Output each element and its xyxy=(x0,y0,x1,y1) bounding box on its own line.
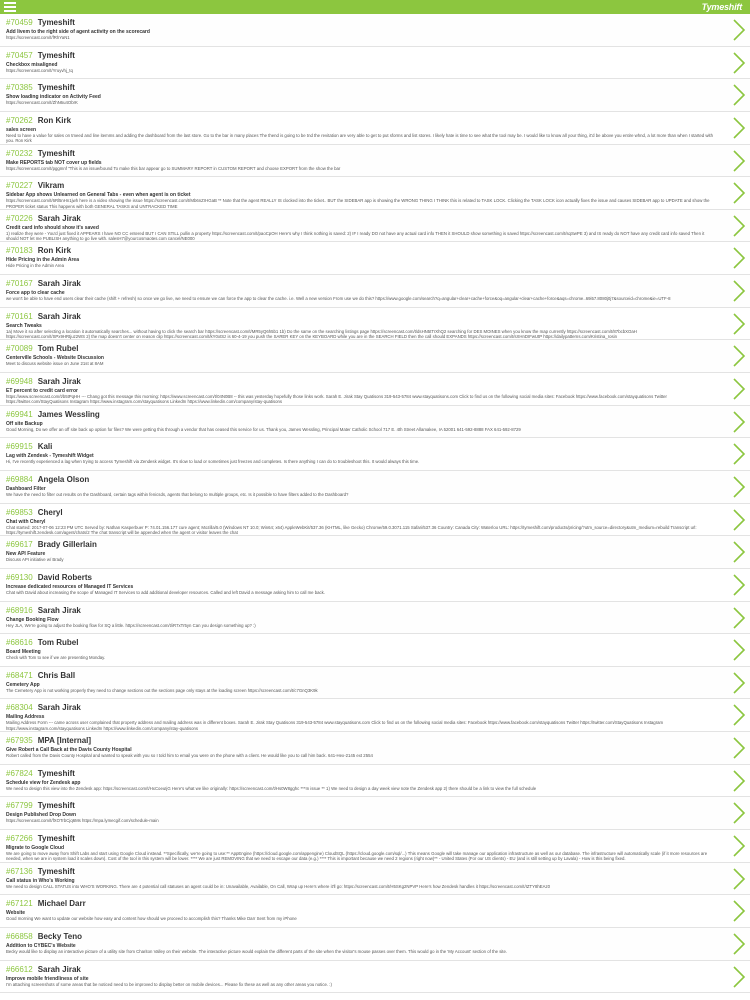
requester-name: Sarah Jirak xyxy=(37,964,81,974)
ticket-number-link[interactable]: #67266 xyxy=(6,834,33,844)
chevron-right-icon[interactable] xyxy=(732,900,746,922)
ticket-row[interactable] xyxy=(0,602,750,635)
chevron-right-icon[interactable] xyxy=(732,802,746,824)
chevron-right-icon[interactable] xyxy=(732,215,746,237)
requester-name: Ron Kirk xyxy=(37,246,72,256)
ticket-row[interactable] xyxy=(0,830,750,863)
chevron-right-icon[interactable] xyxy=(732,541,746,563)
ticket-subject: Chat with Cheryl xyxy=(6,518,46,525)
ticket-description: https://screencast.com/t/Yruyvhj_tq xyxy=(6,67,73,73)
ticket-header xyxy=(6,671,716,682)
ticket-number-link[interactable]: #70232 xyxy=(6,148,33,158)
requester-name: Tom Rubel xyxy=(37,638,79,648)
ticket-subject: Checkbox misaligned xyxy=(6,61,58,68)
ticket-header xyxy=(6,344,716,355)
ticket-subject: Lag with Zendesk - Tymeshift Widget xyxy=(6,453,94,460)
ticket-number-link[interactable]: #67121 xyxy=(6,899,33,909)
ticket-description: Good morning We want to update our website how easy and content how should we proceed to accomplish this? Thanks Mike Darr Sent from my iPhone xyxy=(6,916,297,922)
ticket-row[interactable] xyxy=(0,242,750,275)
requester-name: Tymeshift xyxy=(37,834,75,844)
ticket-description: Discuss API initiative w/ Brady xyxy=(6,557,64,563)
requester-name: MPA [Internal] xyxy=(37,736,92,746)
ticket-header xyxy=(6,377,716,388)
ticket-subject: Off site Backup xyxy=(6,420,43,427)
ticket-description: We need to design this view into the Zendesk app: https://screencast.com/t/HxCoeuIjG Here's what we like originally: https://screencast.com/t/Hs0W8gghc ***In issue ** 1) We need to design a day week view note the Zendesk app 2) there should be a link to view the full schedule xyxy=(6,785,537,791)
chevron-right-icon[interactable] xyxy=(732,966,746,988)
ticket-row[interactable] xyxy=(0,667,750,700)
requester-name: Sarah Jirak xyxy=(37,279,81,289)
requester-name: Tymeshift xyxy=(37,768,75,778)
ticket-number-link[interactable]: #69130 xyxy=(6,572,33,582)
chevron-right-icon[interactable] xyxy=(732,247,746,269)
ticket-number-link[interactable]: #69884 xyxy=(6,474,33,484)
requester-name: Cheryl xyxy=(37,507,63,517)
ticket-description: Hide Pricing in the Admin Area xyxy=(6,263,65,269)
requester-name: Ron Kirk xyxy=(37,115,72,125)
requester-name: Tymeshift xyxy=(37,866,75,876)
ticket-description: I'm attaching screenshots of some areas that be noticed need to be improved to display better on mobile devices... Please fix these as well as any other areas you notice. :) xyxy=(6,981,332,987)
ticket-subject: Add livem to the right side of agent activity on the scorecard xyxy=(6,29,150,35)
ticket-description: https://screencast.com/t/fRhYaN1 xyxy=(6,35,70,40)
ticket-number-link[interactable]: #68304 xyxy=(6,703,33,713)
chevron-right-icon[interactable] xyxy=(732,574,746,596)
chevron-right-icon[interactable] xyxy=(732,19,746,41)
ticket-subject: Credit card info should show it's saved xyxy=(6,224,99,231)
ticket-subject: Dashboard Filter xyxy=(6,485,46,492)
ticket-subject: Addition to CYBEC's Website xyxy=(6,942,76,949)
ticket-subject: Search Tweaks xyxy=(6,322,42,329)
ticket-row[interactable] xyxy=(0,177,750,210)
chevron-right-icon[interactable] xyxy=(732,737,746,759)
ticket-number-link[interactable]: #70459 xyxy=(6,18,33,27)
chevron-right-icon[interactable] xyxy=(732,411,746,433)
ticket-description: https://screencast.com/t/6Rl5nHn1jwh here is a video showing the issue https://screencast.com/t/Mb6nZrHGaB ** Note that the agent REALLY IS clocked into the ticket.. BUT the SIDEBAR app is showing the WRONG THING I THINK this is related to TASK LOCK. Clicking the TASK LOCK icon actually fixes the issue and causes SIDEBAR app to UPDATE and show the PROPER ticket status This happens with both GENERAL TASKS and UNTRACKED TIME xyxy=(6,198,710,209)
ticket-number-link[interactable]: #69853 xyxy=(6,507,33,517)
ticket-subject: ET percent to credit card error xyxy=(6,388,78,395)
ticket-number-link[interactable]: #69915 xyxy=(6,442,33,452)
ticket-row[interactable] xyxy=(0,797,750,830)
ticket-subject: Give Robert a Call Back at the Davis County Hospital xyxy=(6,747,132,754)
requester-name: Vikram xyxy=(37,181,65,191)
ticket-subject: Schedule view for Zendesk app xyxy=(6,779,81,786)
requester-name: James Wessling xyxy=(37,409,100,419)
requester-name: Tom Rubel xyxy=(37,344,79,354)
ticket-header xyxy=(6,214,716,225)
ticket-number-link[interactable]: #69941 xyxy=(6,409,33,419)
ticket-description: we won't be able to have end users clear their cache (shift + refresh) so once we go live, we need to ensure we can force the app to clear the cache. i.e. Well a new version From use we do this? https://www.google.com/search?q=angular+clear+cache+force&oq=angular+clear+cache+force&aqs=chrome..69i57.8080j0j7&sourceid=chrome&ie=UTF-8 xyxy=(6,296,671,302)
ticket-row[interactable] xyxy=(0,961,750,994)
ticket-subject: Call status in Who's Working xyxy=(6,877,75,884)
ticket-description: We have the need to filter out results on the Dashboard, certain tags within fenicsds, agents that belong to multiple groups, etc. Is it possible to have filters added to the Dashboard? xyxy=(6,491,349,497)
chevron-right-icon[interactable] xyxy=(732,704,746,726)
chevron-right-icon[interactable] xyxy=(732,672,746,694)
ticket-number-link[interactable]: #70167 xyxy=(6,279,33,289)
ticket-row[interactable] xyxy=(0,699,750,732)
ticket-subject: Design Published Drop Down xyxy=(6,812,77,819)
ticket-header xyxy=(6,442,716,453)
ticket-row[interactable] xyxy=(0,112,750,145)
ticket-header xyxy=(6,932,716,943)
chevron-right-icon[interactable] xyxy=(732,280,746,302)
ticket-row[interactable] xyxy=(0,895,750,928)
ticket-row[interactable] xyxy=(0,406,750,439)
ticket-row[interactable] xyxy=(0,210,750,243)
ticket-row[interactable] xyxy=(0,340,750,373)
ticket-number-link[interactable]: #66612 xyxy=(6,964,33,974)
chevron-right-icon[interactable] xyxy=(732,607,746,629)
ticket-description: We need to design CALL STATUS into WHO'S WORKING. There are 4 potential call statuses an agent could be in: Unavailable, Available, On Call, Wrap up Here's where it'll go: https://screencast.com/t/H5SKg2NPVP Here's how Zendesk handles it https://screencast.com/t/IZTY8hEAz0 xyxy=(6,883,550,889)
ticket-header xyxy=(6,801,716,812)
requester-name: Michael Darr xyxy=(37,899,86,909)
ticket-subject: Board Meeting xyxy=(6,649,41,656)
chevron-right-icon[interactable] xyxy=(732,509,746,531)
requester-name: Tymeshift xyxy=(37,801,75,811)
requester-name: Sarah Jirak xyxy=(37,703,81,713)
ticket-header xyxy=(6,769,716,780)
ticket-header xyxy=(6,606,716,617)
ticket-row[interactable] xyxy=(0,14,750,47)
ticket-description: We are going to move away from Shift Labs and start using Google Cloud instead. **Specifically, we're going to use:** AppEngine (https://cloud.google.com/appengine) CloudSQL (https://cloud.google.com/sql/...) This means Google will take manage our application infrastructure as well as our database. The infrastructure will automatically scale (if it more resources are needed, when we are in system load it scales down). Cost of the tool in this system will be lower. **** We are just REMOVING that we need to escape our data (e.g.) **** This is important because we need 2 regions (right now)** - United States (For our US clients) - EU (and is still setting up by Lavala) - How is this being fixed. xyxy=(6,851,708,862)
ticket-header xyxy=(6,638,716,649)
ticket-number-link[interactable]: #66858 xyxy=(6,931,33,941)
ticket-subject: Show loading indicator on Activity Feed xyxy=(6,94,101,101)
ticket-header xyxy=(6,312,716,323)
ticket-subject: Increase dedicated resources of Managed IT Services xyxy=(6,583,134,590)
ticket-number-link[interactable]: #70457 xyxy=(6,50,33,60)
requester-name: Tymeshift xyxy=(37,148,75,158)
chevron-right-icon[interactable] xyxy=(732,835,746,857)
ticket-header xyxy=(6,736,716,747)
ticket-description: Chat with David about increasing the scope of Managed IT Services to add additional developer resources. Called and left David a message asking him to call me back. xyxy=(6,589,326,595)
ticket-subject: Make REPORTS tab NOT cover up fields xyxy=(6,159,102,166)
ticket-description: https://screencast.com/t/pggmnf "This is an issue/bound To make this bar appear go to SUMMARY REPORT in CUSTOM REPORT and choose EXPORT from the show the bar xyxy=(6,165,341,171)
ticket-row[interactable] xyxy=(0,438,750,471)
requester-name: Tymeshift xyxy=(37,50,75,60)
requester-name: Tymeshift xyxy=(37,83,75,93)
ticket-number-link[interactable]: #68471 xyxy=(6,670,33,680)
ticket-header xyxy=(6,279,716,290)
ticket-row[interactable] xyxy=(0,308,750,341)
ticket-row[interactable] xyxy=(0,569,750,602)
ticket-subject: Change Booking Flow xyxy=(6,616,59,623)
ticket-subject: sales screen xyxy=(6,126,37,133)
ticket-description: Hi, I've recently experienced a lag when trying to access Tymeshift via Zendesk widget. It's slow to load or sometimes just freezes and completes. Is there anything I can do to troubleshoot this. It would always this time. xyxy=(6,459,420,465)
chevron-right-icon[interactable] xyxy=(732,117,746,139)
ticket-subject: Centerville Schools - Website Discussion xyxy=(6,355,104,362)
ticket-description: 1) realize they were - You'd just fixed it APPEARS I have NO CC entered BUT I CAN STILL pullin a property https://screencast.com/t/paoCpOH Here's why I think nothing is saved: 2) IF I ready DO not have any actual card info THEN it SHOULD show something is saved https://screencast.com/t/sqSwPE 3) and IS ready do NOT have any credit card info saved Then it should NOT let me PUBLISH anything to go live with. salesH7@yourcosmaotes.com cancel/NE000 xyxy=(6,230,705,242)
requester-name: Sarah Jirak xyxy=(37,213,81,223)
top-app-bar xyxy=(0,0,750,14)
chevron-right-icon[interactable] xyxy=(732,84,746,106)
ticket-number-link[interactable]: #70183 xyxy=(6,246,33,256)
chevron-right-icon[interactable] xyxy=(732,770,746,792)
ticket-subject: New API Feature xyxy=(6,551,46,558)
ticket-description: https://www.screencast.com/t/b5tPqHH --- Chang got this message this morning: https://www.screencast.com/t/04N0B8 -- this was yesterday hopefully those links work. Sarah E. Jirak Stay Quatisons 319-543-5784 www.stayquatisons.com Click to find us on the following social media sites: Facebook https://www.facebook.com/stayquatisons Twitter https://twitter.com/StayQuatisons Instagram https://www.instagram.com/stayquatisons LinkedIn https://www.linkedin.com/company/stay-quatisons xyxy=(6,394,667,405)
ticket-description: Hey JLA, We're going to adjust the booking flow for SQ a little. https://screencast.com/t/iR7xTr5yn Can you design something up? :) xyxy=(6,622,256,628)
ticket-list xyxy=(0,14,750,993)
requester-name: Sarah Jirak xyxy=(37,605,81,615)
hamburger-menu-icon[interactable] xyxy=(4,2,18,12)
ticket-header xyxy=(6,540,716,551)
requester-name: Becky Teno xyxy=(37,931,83,941)
ticket-row[interactable] xyxy=(0,634,750,667)
ticket-row[interactable] xyxy=(0,863,750,896)
chevron-right-icon[interactable] xyxy=(732,476,746,498)
ticket-description: Need to have a value for sales on tmeed and line itemms and adding the dashboard from the last store. Go to the bar in many places The thend is going to be tnd the revitation are very able to get to put sforms and list stores. I likely hate is time to see what the tool may be. I would like to know all your thing, it'd be above you entire whnd, a lot more than when I started with you. Ron Kirk xyxy=(6,132,714,144)
requester-name: Angela Olson xyxy=(37,474,90,484)
ticket-number-link[interactable]: #67824 xyxy=(6,768,33,778)
ticket-description: Check with Tom to see if we are presenting Monday. xyxy=(6,655,106,661)
ticket-number-link[interactable]: #67799 xyxy=(6,801,33,811)
ticket-header xyxy=(6,51,716,62)
ticket-description: Good Morning, Do we offer an off site back up option for files? We were getting this through a vendor that has ceased this service for us. Thank you, James Wessling, Principal Mater Catholic School 717 E. 4th Street Allamakee, IA 52001 641-592-8888 FAX 641-592-8729 xyxy=(6,426,521,432)
ticket-number-link[interactable]: #70226 xyxy=(6,213,33,223)
ticket-row[interactable] xyxy=(0,47,750,80)
ticket-number-link[interactable]: #69617 xyxy=(6,540,33,550)
ticket-header xyxy=(6,410,716,421)
chevron-right-icon[interactable] xyxy=(732,150,746,172)
ticket-description: Robert called from the Davis County Hospital and wanted to speak with you so I told him to email you were on the phone with a client. He would like you to call him back. 641-Hex-2145 ext 2554 xyxy=(6,753,373,759)
ticket-subject: Mailing Address xyxy=(6,714,45,721)
requester-name: Kali xyxy=(37,442,53,452)
ticket-header xyxy=(6,149,716,160)
ticket-header xyxy=(6,181,716,192)
ticket-number-link[interactable]: #69948 xyxy=(6,377,33,387)
requester-name: Brady Gillerlain xyxy=(37,540,97,550)
ticket-header xyxy=(6,475,716,486)
ticket-description: Chat started: 2017-07-06 12:23 PM UTC Served by: Nathan Kasperbuer P: 74.01.156.177 cure agent; Mozilla/5.0 (Windows NT 10.0; Win64; x64) AppleWebKit/537.36 (KHTML, like Gecko) Chrome/59.0.3071.115 Safari/537.36 Country: Canada City: Waterloo URL: https://tymeshift.com/products/pricing/?utm_source=directory&utm_medium=rebuild Transcript url: https://tymeshift.zendesk.com/agent/chats/2 The chat transcript will be appended when the agent or visitor leaves the chat xyxy=(6,524,697,536)
ticket-number-link[interactable]: #70089 xyxy=(6,344,33,354)
ticket-header xyxy=(6,703,716,714)
ticket-number-link[interactable]: #70262 xyxy=(6,115,33,125)
chevron-right-icon[interactable] xyxy=(732,639,746,661)
ticket-header xyxy=(6,899,716,910)
chevron-right-icon[interactable] xyxy=(732,933,746,955)
chevron-right-icon[interactable] xyxy=(732,313,746,335)
ticket-row[interactable] xyxy=(0,275,750,308)
ticket-header xyxy=(6,834,716,845)
ticket-row[interactable] xyxy=(0,145,750,178)
ticket-header xyxy=(6,867,716,878)
chevron-right-icon[interactable] xyxy=(732,443,746,465)
ticket-description: https://screencast.com/t/fXOTrbCjq6Ms https://mpa.lymecgif.com/schedule-main xyxy=(6,818,159,824)
ticket-subject: Migrate to Google Cloud xyxy=(6,845,65,852)
requester-name: David Roberts xyxy=(37,572,92,582)
ticket-row[interactable] xyxy=(0,471,750,504)
chevron-right-icon[interactable] xyxy=(732,868,746,890)
ticket-description: Mailing Address Form --- came across user complained that property address and mailing address was in different boxes. Sarah E. Jirak Stay Quatisons 319-543-5784 www.stayquatisons.com Click to find us on the following social media sites: Facebook https://www.facebook.com/stayquatisons Twitter https://twitter.com/StayQuatisons Instagram https://www.instagram.com/stayquatisons LinkedIn https://www.linkedin.com/company/stay-quatisons xyxy=(6,720,664,731)
ticket-subject: Cemetery App xyxy=(6,681,40,688)
ticket-number-link[interactable]: #68916 xyxy=(6,605,33,615)
ticket-row[interactable] xyxy=(0,928,750,961)
ticket-header xyxy=(6,18,716,29)
ticket-header xyxy=(6,965,716,976)
ticket-subject: Improve mobile friendliness of site xyxy=(6,975,89,982)
ticket-row[interactable] xyxy=(0,373,750,406)
ticket-subject: Sidebar App shows Unlearned on General Tabs - even when agent is on ticket xyxy=(6,192,191,199)
ticket-row[interactable] xyxy=(0,765,750,798)
ticket-description: Meet to discuss website issue on June 21st at 8AM xyxy=(6,361,104,367)
ticket-subject: Force app to clear cache xyxy=(6,290,65,297)
ticket-number-link[interactable]: #68616 xyxy=(6,638,33,648)
ticket-header xyxy=(6,246,716,257)
ticket-header xyxy=(6,573,716,584)
ticket-description: 1a) Move it so after selecting a location it automatically searches... without having to click the search bar https://screencast.com/t/MR5yQ6h5b1 1b) Do the same on the searching listings page https://screencast.com/t/dsHN5tTrXhQ2 searching for DES MOINES when you know the map currently https://screencast.com/t/87bcbXOaH https://screencast.com/t/SPx9HRtjuz2WS 2) the map doesn't center on reason clip https://screencast.com/t/kY0xtSz is 60-4-19 you push the SARER KEY on the KEYBOARD while you are in the SEARCH FIELD then the call should EXPANDS https://screencast.com/t/sXHnDIFwUtP https://dailypatterns.com/Kristina_rosin xyxy=(6,328,637,340)
ticket-number-link[interactable]: #67136 xyxy=(6,866,33,876)
ticket-subject: Website xyxy=(6,910,26,917)
ticket-number-link[interactable]: #70385 xyxy=(6,83,33,93)
brand-logo: Tymeshift xyxy=(701,2,742,12)
ticket-row[interactable] xyxy=(0,536,750,569)
ticket-row[interactable] xyxy=(0,504,750,537)
chevron-right-icon[interactable] xyxy=(732,52,746,74)
ticket-header xyxy=(6,83,716,94)
requester-name: Tymeshift xyxy=(37,18,75,27)
ticket-description: Becky would like to display an interactive picture of a utility site from Chariton Valley on their website. The interactive picture would explain the different parts of the site when the visitor's mouse passes over them. This would go in the 'My Account' section of the site. xyxy=(6,948,508,954)
ticket-header xyxy=(6,116,716,127)
ticket-subject: Hide Pricing in the Admin Area xyxy=(6,257,79,264)
ticket-number-link[interactable]: #67935 xyxy=(6,736,33,746)
requester-name: Sarah Jirak xyxy=(37,377,81,387)
chevron-right-icon[interactable] xyxy=(732,182,746,204)
requester-name: Chris Ball xyxy=(37,670,76,680)
ticket-row[interactable] xyxy=(0,732,750,765)
chevron-right-icon[interactable] xyxy=(732,378,746,400)
ticket-number-link[interactable]: #70161 xyxy=(6,311,33,321)
ticket-description: https://screencast.com/t/ZhN6u4ObrK xyxy=(6,100,78,106)
chevron-right-icon[interactable] xyxy=(732,345,746,367)
ticket-description: The Cemetery App is not working properly they need to change sections out the sections page only stays at the loading screen https://screencast.com/t/c7GnQ3K9k xyxy=(6,687,318,693)
ticket-number-link[interactable]: #70227 xyxy=(6,181,33,191)
requester-name: Sarah Jirak xyxy=(37,311,81,321)
ticket-row[interactable] xyxy=(0,79,750,112)
ticket-header xyxy=(6,508,716,519)
